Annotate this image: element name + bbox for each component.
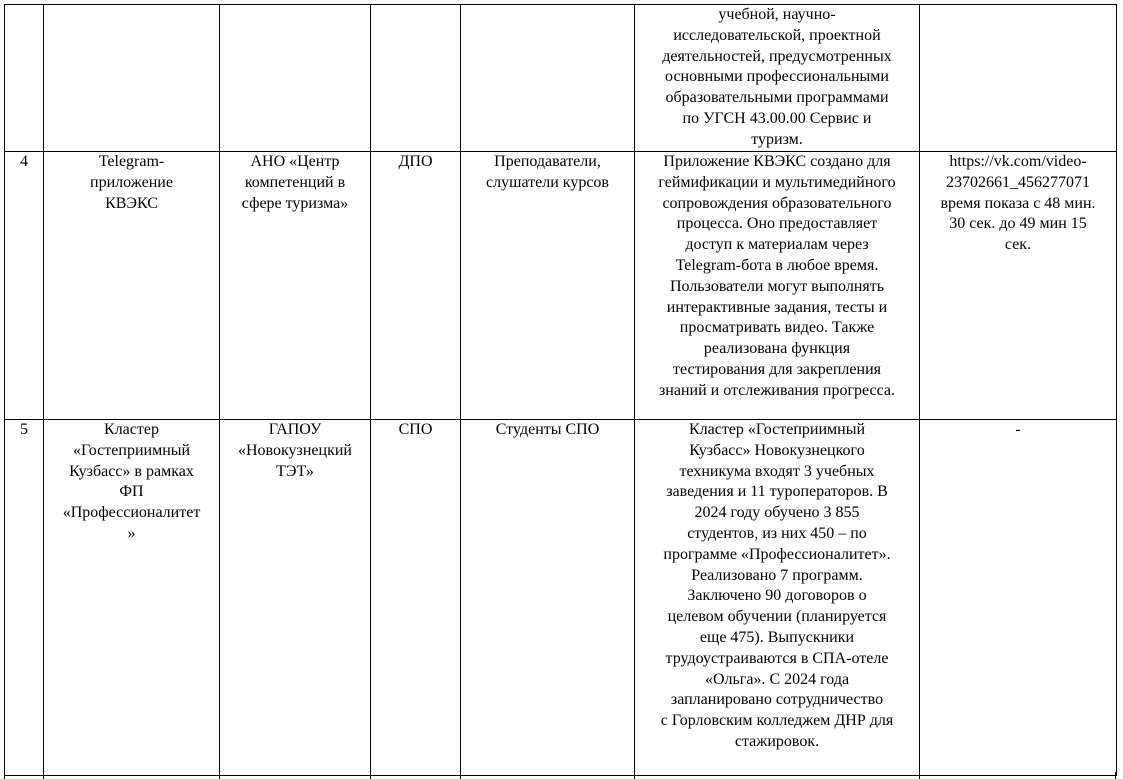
column-divider [634,772,635,779]
cell-text: ГАПОУ «Новокузнецкий ТЭТ» [238,421,352,480]
table-row [5,152,1117,420]
cell-audience [461,5,635,152]
cell-description [635,5,920,152]
cell-text: https://vk.com/video- 23702661_456277071 время показа с 48 мин. 30 сек. до 49 мин 15 сек. [940,153,1096,254]
cell-level [371,152,461,420]
cell-text: 4 [20,153,28,170]
cell-organization [220,420,371,776]
table-row [5,5,1117,152]
column-divider [460,772,461,779]
cell-text: АНО «Центр компетенций в сфере туризма» [241,153,349,212]
cell-audience [461,420,635,776]
cell-link [920,152,1117,420]
cell-text: 5 [20,421,28,438]
cell-text: Кластер «Гостеприимный Кузбасс» Новокузнецкого техникума входят 3 учебных заведения и 11 туроператоров. В 2024 году обучено 3 855 студентов, из них 450 – по программе «Профессионалитет». Реализовано 7 программ. Заключено 90 договоров о целевом обучении (планируется еще 475). Выпускники трудоустраиваются в СПА-отеле «Ольга». С 2024 года запланировано сотрудничество с Горловским колледжем ДНР для стажировок. [660,421,894,750]
cell-name [44,420,220,776]
cell-description [635,152,920,420]
cell-name [44,152,220,420]
cell-name [44,5,220,152]
cell-text: учебной, научно- исследовательской, проектной деятельностей, предусмотренных основными профессиональными образовательными программами по УГСН 43.00.00 Сервис и туризм. [662,6,892,148]
cell-text: Telegram- приложение КВЭКС [90,153,173,212]
cell-text: Студенты СПО [495,421,600,438]
cell-text: ДПО [398,153,433,170]
cell-organization [220,5,371,152]
cell-text: Приложение КВЭКС создано для геймификации и мультимедийного сопровождения образовательного процесса. Оно предоставляет доступ к материалам через Telegram-бота в любое время. Пользователи могут выполнять интерактивные задания, тесты и просматривать видео. Также реализована функция тестирования для закрепления знаний и отслеживания прогресса. [658,153,896,399]
cell-level [371,420,461,776]
column-divider [43,772,44,779]
column-divider [219,772,220,779]
cell-description [635,420,920,776]
cell-number [5,152,44,420]
projects-table [4,4,1117,776]
cell-text: Кластер «Гостеприимный Кузбасс» в рамках ФП «Профессионалитет » [62,421,201,542]
cell-number [5,5,44,152]
cell-number [5,420,44,776]
table-continuation [4,772,1116,779]
column-divider [919,772,920,779]
cell-link [920,420,1117,776]
cell-text: Преподаватели, слушатели курсов [486,153,609,191]
cell-audience [461,152,635,420]
cell-link [920,5,1117,152]
table-row [5,420,1117,776]
cell-text: СПО [398,421,433,438]
cell-text: - [1015,421,1021,438]
cell-level [371,5,461,152]
column-divider [370,772,371,779]
cell-organization [220,152,371,420]
